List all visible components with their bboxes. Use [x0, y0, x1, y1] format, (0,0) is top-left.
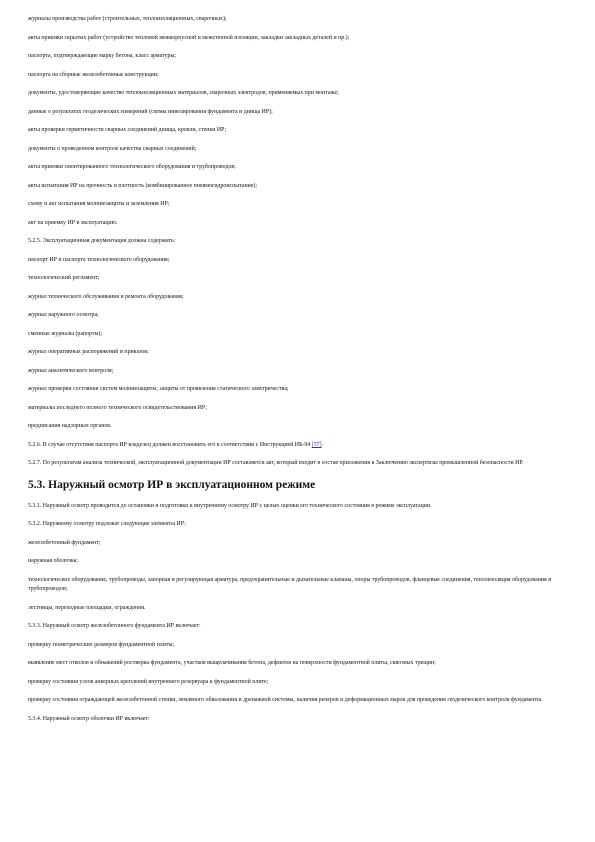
- paragraph: выявление мест отколов и обнажений ростверка фундамента, участков выщелачивания бетона, дефектов на поверхности фундаментной плиты, сквозных трещин;: [28, 660, 436, 666]
- paragraph-list-bottom: [28, 502, 573, 725]
- paragraph: паспорта на сборные железобетонные конструкции;: [28, 71, 159, 78]
- paragraph: паспорта, подтверждающие марку бетона, класс арматуры;: [28, 53, 177, 59]
- paragraph: проверку состояния узлов анкерных креплений внутреннего резервуара к фундаментной плите;: [28, 678, 269, 685]
- paragraph: акты проверки герметичности сварных соединений днища, кровли, стенки ИР;: [28, 127, 227, 133]
- paragraph: данные о результатах геодезических измерений (схемы нивелирования фундамента и днища ИР);: [28, 108, 273, 115]
- paragraph: лестницы, переходные площадки, ограждения.: [28, 604, 146, 611]
- paragraph: акты испытания ИР на прочность и плотность (комбинированное пневмогидроиспытание);: [28, 182, 258, 189]
- paragraph-5-2-7: 5.2.7. По результатам анализа технической, эксплуатационной документации ИР составляется акт, который входит в состав приложения к Заключению экспертизы промышленной безопасности ИР.: [28, 460, 524, 466]
- paragraph: технологический регламент;: [28, 275, 100, 281]
- paragraph: документы, удостоверяющие качество теплоизоляционных материалов, сварочных электродов, применяемых при монтаже;: [28, 90, 339, 96]
- paragraph: 5.3.4. Наружный осмотр оболочки ИР включает:: [28, 715, 150, 722]
- paragraph: технологическое оборудование, трубопроводы, запорная и регулирующая арматура, предохранительные и дыхательные клапаны, опоры трубопроводов, фланцевые соединения, теплоизоляция оборудования и трубопроводов;: [28, 576, 552, 592]
- paragraph: 5.3.1. Наружный осмотр проводится до остановки и подготовки к внутреннему осмотру ИР с целью оценки его технического состояния в режиме эксплуатации.: [28, 502, 432, 509]
- paragraph: журнал технического обслуживания и ремонта оборудования;: [28, 293, 184, 300]
- paragraph: сменные журналы (рапорты);: [28, 330, 102, 337]
- section-heading: 5.3. Наружный осмотр ИР в эксплуатационном режиме: [28, 478, 316, 491]
- paragraph: паспорт ИР и паспорта технологического оборудования;: [28, 256, 170, 263]
- paragraph: проверку геометрических размеров фундаментной плиты;: [28, 641, 175, 648]
- paragraph: акт на приемку ИР в эксплуатацию.: [28, 219, 118, 226]
- paragraph: акты приемки скрытых работ (устройство тепловой межкорпусной и межстенной изоляции, закладки закладных деталей и пр.);: [28, 34, 350, 41]
- paragraph: журнал аналитического контроля;: [28, 367, 114, 374]
- document-page: [28, 15, 573, 733]
- paragraph: журнал оперативных распоряжений и приказов;: [28, 349, 149, 355]
- paragraph: 5.3.3. Наружный осмотр железобетонного фундамента ИР включает:: [28, 623, 201, 629]
- paragraph: журнал проверки состояния систем молниезащиты, защиты от проявления статического электричества;: [28, 386, 289, 392]
- paragraph: 5.3.2. Наружному осмотру подлежат следующие элементы ИР:: [28, 521, 186, 527]
- paragraph: проверку состояния ограждающей железобетонной стенки, земляного обвалования и дренажной системы, наличия реперов и деформационных марок для проведения геодезического контроля фундамента.: [28, 697, 543, 703]
- reference-link[interactable]: [57]: [311, 441, 322, 448]
- paragraph: 5.2.5. Эксплуатационная документация должна содержать:: [28, 238, 176, 244]
- paragraph: материалы последнего полного технического освидетельствования ИР;: [28, 404, 208, 411]
- paragraph-text-end: .: [321, 441, 324, 448]
- paragraph: железобетонный фундамент;: [28, 539, 101, 546]
- paragraph: журналы производства работ (строительных, теплоизоляционных, сварочных);: [28, 16, 227, 22]
- paragraph-list-top: [28, 15, 573, 432]
- paragraph: документы о проведенном контроле качества сварных соединений;: [28, 145, 197, 152]
- paragraph: акты приемки смонтированного технологического оборудования и трубопроводов;: [28, 164, 236, 170]
- paragraph-text: 5.2.6. В случае отсутствия паспорта ИР владелец должен восстановить его в соответствии с Инструкцией ИБ-94: [28, 441, 312, 448]
- paragraph: наружная оболочка;: [28, 558, 79, 564]
- paragraph: журнал наружного осмотра;: [28, 312, 99, 318]
- paragraph-5-2-6: [28, 441, 573, 451]
- paragraph: предписания надзорных органов.: [28, 423, 112, 429]
- paragraph: схему и акт испытания молниезащиты и заземления ИР;: [28, 201, 170, 207]
